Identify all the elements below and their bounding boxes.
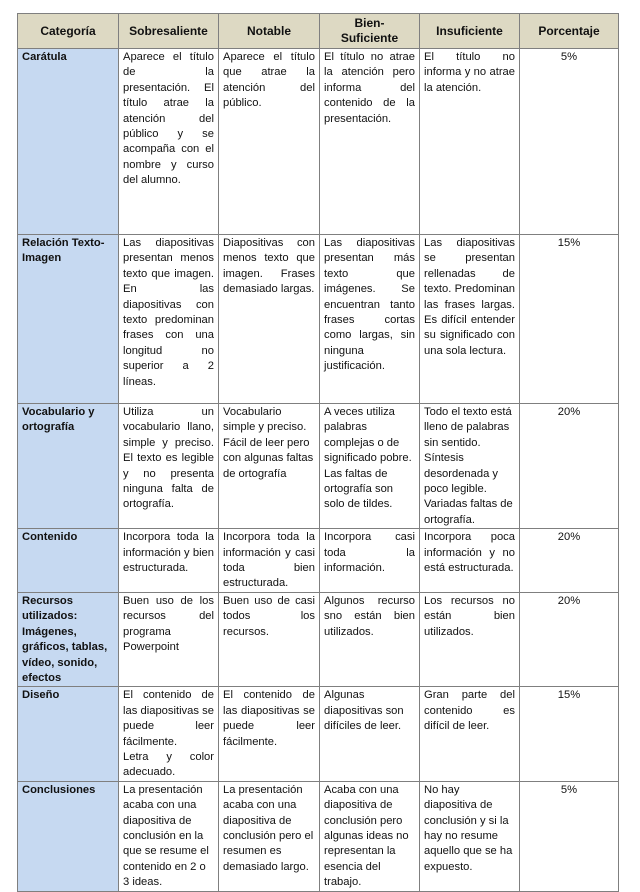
insuficiente-cell: Los recursos no están bien utilizados. bbox=[420, 592, 520, 686]
header-bien-suficiente: Bien- Suficiente bbox=[320, 14, 420, 49]
category-cell: Recursos utilizados: Imágenes, gráficos, tablas, vídeo, sonido, efectos bbox=[18, 592, 119, 686]
notable-cell: Aparece el título que atrae la atención del público. bbox=[219, 49, 320, 235]
table-row-recursos bbox=[18, 592, 619, 686]
porcentaje-cell: 20% bbox=[520, 592, 619, 686]
porcentaje-cell: 5% bbox=[520, 781, 619, 891]
bien-suficiente-cell: A veces utiliza palabras complejas o de significado pobre. Las faltas de ortografía son solo de tildes. bbox=[320, 404, 420, 529]
bien-suficiente-cell: Las diapositivas presentan más texto que imágenes. Se encuentran tanto frases cortas como largas, sin ninguna justificación. bbox=[320, 235, 420, 404]
rubric-table bbox=[17, 13, 619, 892]
sobresaliente-cell: Buen uso de los recursos del programa Powerpoint bbox=[119, 592, 219, 686]
insuficiente-cell: Incorpora poca información y no está estructurada. bbox=[420, 529, 520, 593]
table-row-diseno bbox=[18, 687, 619, 781]
bien-suficiente-cell: Incorpora casi toda la información. bbox=[320, 529, 420, 593]
insuficiente-cell: No hay diapositiva de conclusión y si la hay no resume aquello que se ha expuesto. bbox=[420, 781, 520, 891]
category-cell: Vocabulario y ortografía bbox=[18, 404, 119, 529]
table-row-conclusiones bbox=[18, 781, 619, 891]
table-row-caratula bbox=[18, 49, 619, 235]
notable-cell: Diapositivas con menos texto que imagen. Frases demasiado largas. bbox=[219, 235, 320, 404]
porcentaje-cell: 20% bbox=[520, 529, 619, 593]
sobresaliente-cell: Aparece el título de la presentación. El título atrae la atención del público y se acompaña con el nombre y curso del alumno. bbox=[119, 49, 219, 235]
sobresaliente-extra-text: Letra y color adecuado. bbox=[123, 750, 214, 779]
insuficiente-cell: El título no informa y no atrae la atención. bbox=[420, 49, 520, 235]
category-cell: Conclusiones bbox=[18, 781, 119, 891]
porcentaje-cell: 15% bbox=[520, 687, 619, 781]
header-notable: Notable bbox=[219, 14, 320, 49]
notable-cell: Buen uso de casi todos los recursos. bbox=[219, 592, 320, 686]
bien-suficiente-cell: Algunos recurso sno están bien utilizados. bbox=[320, 592, 420, 686]
category-cell: Carátula bbox=[18, 49, 119, 235]
sobresaliente-cell: Incorpora toda la información y bien estructurada. bbox=[119, 529, 219, 593]
table-row-contenido bbox=[18, 529, 619, 593]
bien-suficiente-cell: Algunas diapositivas son difíciles de leer. bbox=[320, 687, 420, 781]
header-row bbox=[18, 14, 619, 49]
table-row-vocabulario bbox=[18, 404, 619, 529]
notable-cell: Incorpora toda la información y casi toda bien estructurada. bbox=[219, 529, 320, 593]
header-porcentaje: Porcentaje bbox=[520, 14, 619, 49]
table-row-relacion-texto-imagen bbox=[18, 235, 619, 404]
sobresaliente-text: El contenido de las diapositivas se puede leer fácilmente. bbox=[123, 689, 214, 748]
header-insuficiente: Insuficiente bbox=[420, 14, 520, 49]
bien-suficiente-cell: El título no atrae la atención pero informa del contenido de la presentación. bbox=[320, 49, 420, 235]
sobresaliente-cell: La presentación acaba con una diapositiva de conclusión en la que se resume el contenido en 2 o 3 ideas. bbox=[119, 781, 219, 891]
porcentaje-cell: 20% bbox=[520, 404, 619, 529]
insuficiente-cell: Las diapositivas se presentan rellenadas de texto. Predominan las frases largas. Es difícil entender su significado con una sola lectura. bbox=[420, 235, 520, 404]
header-sobresaliente: Sobresaliente bbox=[119, 14, 219, 49]
category-cell: Diseño bbox=[18, 687, 119, 781]
porcentaje-cell: 5% bbox=[520, 49, 619, 235]
bien-suficiente-cell: Acaba con una diapositiva de conclusión pero algunas ideas no representan la esencia del trabajo. bbox=[320, 781, 420, 891]
insuficiente-cell: Gran parte del contenido es difícil de leer. bbox=[420, 687, 520, 781]
porcentaje-cell: 15% bbox=[520, 235, 619, 404]
header-categoria: Categoría bbox=[18, 14, 119, 49]
sobresaliente-cell: Utiliza un vocabulario llano, simple y preciso. El texto es legible y no presenta ninguna falta de ortografía. bbox=[119, 404, 219, 529]
insuficiente-cell: Todo el texto está lleno de palabras sin sentido. Síntesis desordenada y poco legible. Variadas faltas de ortografía. bbox=[420, 404, 520, 529]
category-cell: Contenido bbox=[18, 529, 119, 593]
category-cell: Relación Texto-Imagen bbox=[18, 235, 119, 404]
sobresaliente-cell: Las diapositivas presentan menos texto que imagen. En las diapositivas con texto predominan frases con una longitud no superior a 2 líneas. bbox=[119, 235, 219, 404]
notable-cell: Vocabulario simple y preciso. Fácil de leer pero con algunas faltas de ortografía bbox=[219, 404, 320, 529]
notable-cell: El contenido de las diapositivas se puede leer fácilmente. bbox=[219, 687, 320, 781]
sobresaliente-cell bbox=[119, 687, 219, 781]
notable-cell: La presentación acaba con una diapositiva de conclusión pero el resumen es demasiado largo. bbox=[219, 781, 320, 891]
